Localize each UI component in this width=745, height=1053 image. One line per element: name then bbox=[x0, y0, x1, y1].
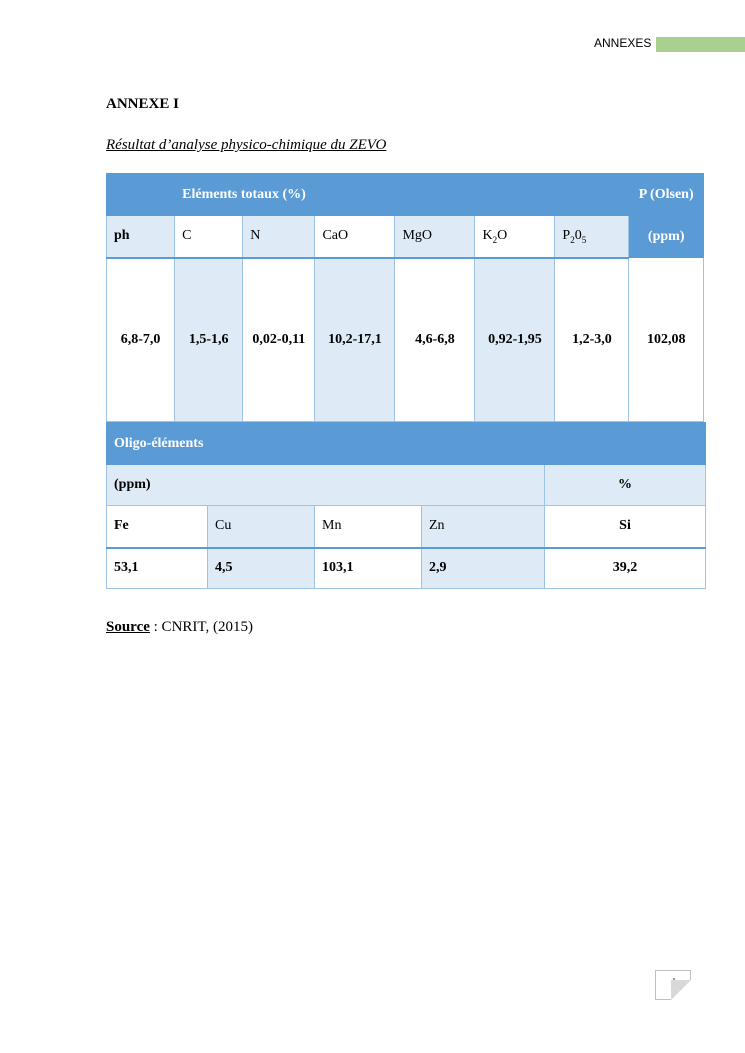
table2-column-header-row bbox=[107, 506, 706, 548]
table2-values-row bbox=[107, 548, 706, 589]
value-cao: 10,2-17,1 bbox=[315, 258, 395, 422]
value-zn: 2,9 bbox=[422, 548, 545, 589]
p2o5-subscript: 2 bbox=[570, 234, 575, 245]
table1-group-header-row bbox=[107, 174, 704, 216]
page-number-box bbox=[655, 970, 691, 1000]
p2o5-mid: 0 bbox=[574, 227, 582, 243]
value-k2o: 0,92-1,95 bbox=[475, 258, 555, 422]
header-accent-bar bbox=[656, 37, 745, 52]
col-header-mgo: MgO bbox=[395, 216, 475, 258]
value-c: 1,5-1,6 bbox=[175, 258, 243, 422]
table2-unit-row bbox=[107, 465, 706, 506]
col-header-si: Si bbox=[545, 506, 706, 548]
col-header-c: C bbox=[175, 216, 243, 258]
k2o-subscript: 2 bbox=[492, 234, 498, 245]
p2o5-base: P bbox=[562, 227, 571, 243]
col-header-p2o5 bbox=[555, 216, 629, 258]
value-mgo: 4,6-6,8 bbox=[395, 258, 475, 422]
col-header-cu: Cu bbox=[208, 506, 315, 548]
table2-unit-ppm: (ppm) bbox=[107, 465, 545, 506]
source-text: : CNRIT, (2015) bbox=[149, 619, 253, 635]
p2o5-subscript2: 5 bbox=[581, 234, 587, 245]
value-cu: 4,5 bbox=[208, 548, 315, 589]
table1-group-header: Eléments totaux (%) bbox=[175, 174, 629, 216]
table1-values-row bbox=[107, 258, 704, 422]
table1-header-blank bbox=[107, 174, 175, 216]
value-ph: 6,8-7,0 bbox=[107, 258, 175, 422]
header-section-label: ANNEXES bbox=[594, 36, 652, 50]
col-header-k2o bbox=[475, 216, 555, 258]
table2-group-header-row bbox=[107, 423, 706, 465]
oligo-elements-table bbox=[106, 422, 706, 589]
source-line bbox=[106, 619, 253, 636]
table1-column-header-row bbox=[107, 216, 704, 258]
source-label: Source bbox=[106, 619, 150, 635]
k2o-base: K bbox=[482, 227, 493, 243]
annex-subtitle: Résultat d’analyse physico-chimique du ZEVO bbox=[106, 137, 387, 153]
value-fe: 53,1 bbox=[107, 548, 208, 589]
col-header-ph: ph bbox=[107, 216, 175, 258]
col-header-n: N bbox=[243, 216, 315, 258]
value-n: 0,02-0,11 bbox=[243, 258, 315, 422]
value-p-olsen: 102,08 bbox=[629, 258, 704, 422]
value-p2o5: 1,2-3,0 bbox=[555, 258, 629, 422]
value-mn: 103,1 bbox=[315, 548, 422, 589]
col-header-fe: Fe bbox=[107, 506, 208, 548]
col-header-mn: Mn bbox=[315, 506, 422, 548]
page-number: I bbox=[672, 977, 676, 987]
table2-unit-pct: % bbox=[545, 465, 706, 506]
table2-group-header: Oligo-éléments bbox=[107, 423, 706, 465]
col-header-p-unit: (ppm) bbox=[629, 216, 704, 258]
annex-title: ANNEXE I bbox=[106, 96, 179, 112]
value-si: 39,2 bbox=[545, 548, 706, 589]
total-elements-table bbox=[106, 173, 704, 422]
page-fold-corner bbox=[671, 980, 691, 1000]
table1-p-header: P (Olsen) bbox=[629, 174, 704, 216]
col-header-zn: Zn bbox=[422, 506, 545, 548]
k2o-suffix: O bbox=[497, 227, 508, 243]
col-header-cao: CaO bbox=[315, 216, 395, 258]
